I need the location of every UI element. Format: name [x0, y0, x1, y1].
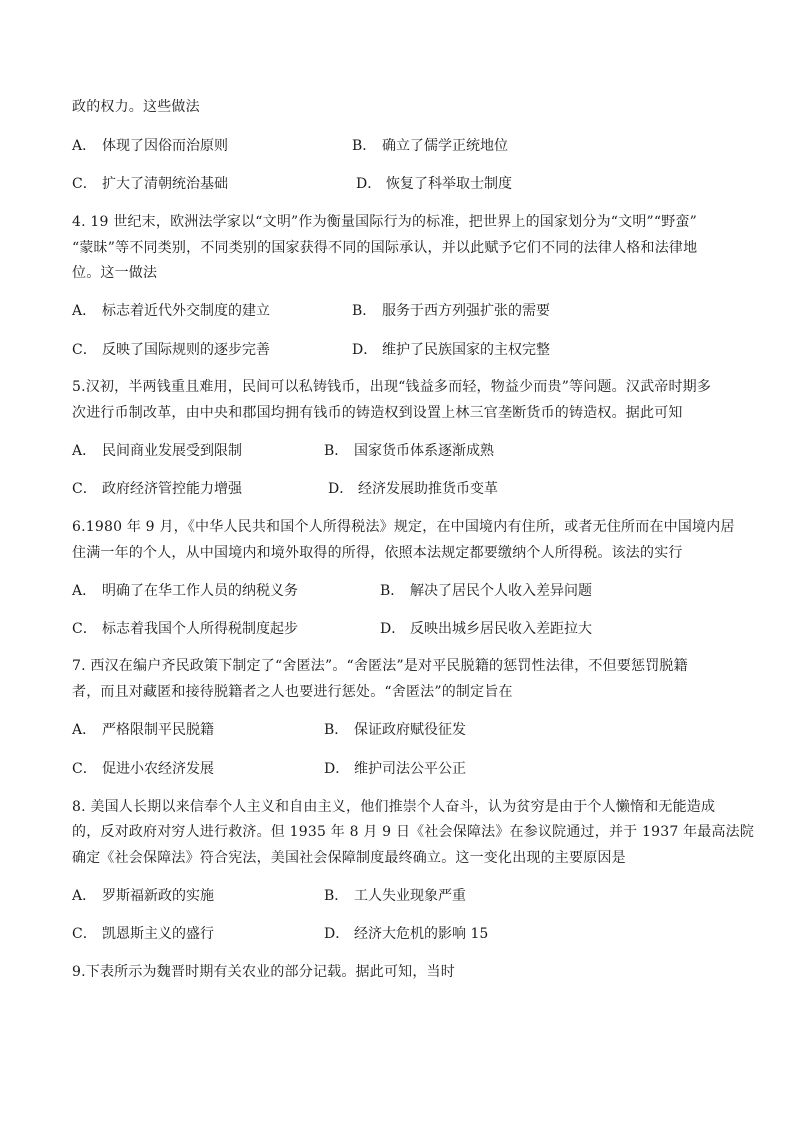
q7-option-a[interactable]: A． 严格限制平民脱籍: [72, 722, 214, 738]
q4-stem-line-3: 位。这一做法: [72, 265, 158, 281]
q4-option-d[interactable]: D． 维护了民族国家的主权完整: [352, 342, 550, 358]
q7-option-b[interactable]: B． 保证政府赋役征发: [324, 722, 466, 738]
q4-stem-line-1: 4. 19 世纪末，欧洲法学家以“文明”作为衡量国际行为的标准，把世界上的国家划分为“文明”“野蛮”: [72, 214, 698, 230]
q5-stem-line-1: 5.汉初，半两钱重且难用，民间可以私铸钱币，出现“钱益多而轻，物益少而贵”等问题。汉武帝时期多: [72, 379, 712, 395]
q6-stem-line-1: 6.1980 年 9 月，《中华人民共和国个人所得税法》规定，在中国境内有住所，或者无住所而在中国境内居: [72, 519, 735, 535]
q4-option-c[interactable]: C． 反映了国际规则的逐步完善: [72, 342, 270, 358]
q7-stem-line-1: 7. 西汉在编户齐民政策下制定了“舍匿法”。“舍匿法”是对平民脱籍的惩罚性法律，不但要惩罚脱籍: [72, 658, 688, 674]
q6-option-c[interactable]: C． 标志着我国个人所得税制度起步: [72, 621, 298, 637]
q3-option-d[interactable]: D． 恢复了科举取士制度: [356, 176, 512, 192]
q8-stem-line-3: 确定《社会保障法》符合宪法，美国社会保障制度最终确立。这一变化出现的主要原因是: [72, 850, 626, 866]
q8-option-c[interactable]: C． 凯恩斯主义的盛行: [72, 926, 214, 942]
q3-option-b[interactable]: B． 确立了儒学正统地位: [352, 138, 508, 154]
q7-option-d[interactable]: D． 维护司法公平公正: [324, 761, 466, 777]
q8-option-d[interactable]: D． 经济大危机的影响 15: [324, 926, 489, 942]
q8-stem-line-1: 8. 美国人长期以来信奉个人主义和自由主义，他们推崇个人奋斗，认为贫穷是由于个人懒惰和无能造成: [72, 799, 716, 815]
q6-option-d[interactable]: D． 反映出城乡居民收入差距拉大: [380, 621, 592, 637]
q3-option-c[interactable]: C． 扩大了清朝统治基础: [72, 176, 228, 192]
q6-option-b[interactable]: B． 解决了居民个人收入差异问题: [380, 583, 592, 599]
q8-option-a[interactable]: A． 罗斯福新政的实施: [72, 888, 214, 904]
q8-stem-line-2: 的，反对政府对穷人进行救济。但 1935 年 8 月 9 日《社会保障法》在参议院通过，并于 1937 年最高法院: [72, 824, 755, 840]
q5-option-d[interactable]: D． 经济发展助推货币变革: [328, 481, 498, 497]
q7-stem-line-2: 者，而且对藏匿和接待脱籍者之人也要进行惩处。“舍匿法”的制定旨在: [72, 684, 513, 700]
q8-option-b[interactable]: B． 工人失业现象严重: [324, 888, 466, 904]
q3-stem-tail: 政的权力。这些做法: [72, 99, 200, 115]
q6-option-a[interactable]: A． 明确了在华工作人员的纳税义务: [72, 583, 298, 599]
q5-option-c[interactable]: C． 政府经济管控能力增强: [72, 481, 242, 497]
q7-option-c[interactable]: C． 促进小农经济发展: [72, 761, 214, 777]
q5-option-b[interactable]: B． 国家货币体系逐渐成熟: [324, 443, 494, 459]
q4-option-a[interactable]: A． 标志着近代外交制度的建立: [72, 303, 270, 319]
q9-stem-line-1: 9.下表所示为魏晋时期有关农业的部分记载。据此可知，当时: [72, 964, 455, 980]
q4-option-b[interactable]: B． 服务于西方列强扩张的需要: [352, 303, 550, 319]
q3-option-a[interactable]: A． 体现了因俗而治原则: [72, 138, 228, 154]
q4-stem-line-2: “蒙昧”等不同类别，不同类别的国家获得不同的国际承认，并以此赋予它们不同的法律人格和法律地: [72, 240, 698, 256]
q6-stem-line-2: 住满一年的个人，从中国境内和境外取得的所得，依照本法规定都要缴纳个人所得税。该法的实行: [72, 545, 683, 561]
q5-stem-line-2: 次进行币制改革，由中央和郡国均拥有钱币的铸造权到设置上林三官垄断货币的铸造权。据此可知: [72, 405, 683, 421]
q5-option-a[interactable]: A． 民间商业发展受到限制: [72, 443, 242, 459]
